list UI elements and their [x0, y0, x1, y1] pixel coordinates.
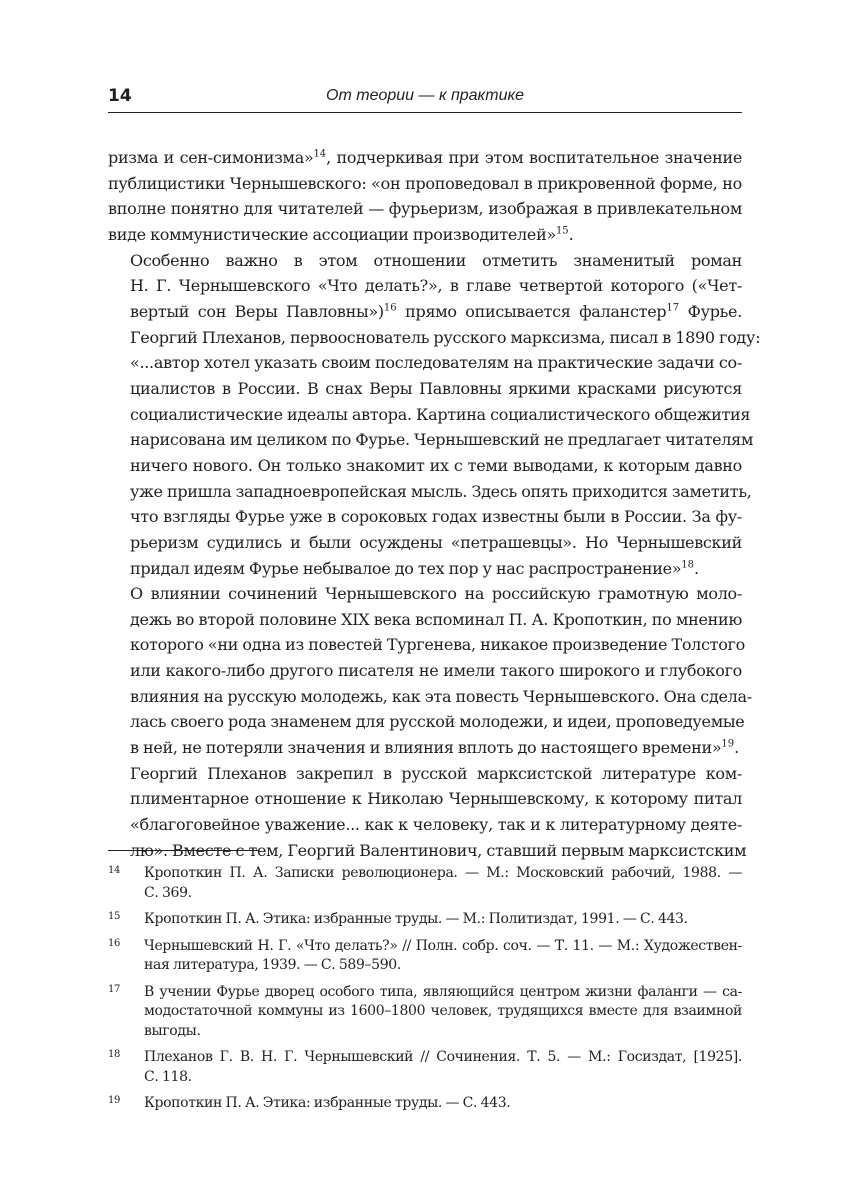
footnote-ref: 17 [666, 302, 680, 314]
paragraph [108, 581, 752, 761]
running-title: От теории — к практике [326, 87, 524, 104]
text-line [108, 530, 742, 556]
text-segment: циалистов в России. В снах Веры Павловны яркими красками рисуются [130, 378, 742, 398]
footnote-number: 15 [108, 911, 121, 922]
text-segment: лю». Вместе с тем, Георгий Валентинович, ставший первым марксистским [130, 840, 747, 860]
footnote-number: 16 [108, 937, 121, 949]
footnote-ref: 18 [681, 559, 695, 571]
text-line [108, 556, 742, 582]
text-segment: которого «ни одна из повестей Тургенева, никакое произведение Толстого [130, 635, 745, 655]
text-segment: Особенно важно в этом отношении отметить знаменитый роман [130, 250, 742, 270]
footnote-number: 18 [108, 1049, 121, 1060]
paragraph [108, 145, 742, 248]
footnotes [108, 864, 742, 1121]
footnote [108, 1048, 742, 1087]
text-segment: в ней, не потеряли значения и влияния вплоть до настоящего времени» [130, 738, 722, 758]
text-line [108, 376, 742, 402]
text-segment: публицистики Чернышевского: «он проповедовал в прикровенной форме, но [108, 173, 742, 193]
text-segment: уже пришла западноевропейская мысль. Здесь опять приходится заметить, [130, 481, 752, 501]
text-line [108, 453, 742, 479]
text-line [108, 658, 742, 684]
footnote-text: С. 369. [144, 884, 192, 901]
text-line [108, 504, 742, 530]
paragraph [108, 248, 761, 582]
text-segment: вполне понятно для читателей — фурьеризм, изображая в привлекательном [108, 199, 742, 219]
footnote-text: модостаточной коммуны из 1600–1800 человек, трудящихся вместе для взаимной [144, 1003, 742, 1019]
footnote [108, 983, 742, 1042]
text-segment: ничего нового. Он только знакомит их с теми выводами, к которым давно [130, 455, 742, 475]
text-segment: ризма и сен-симонизма» [108, 148, 314, 167]
footnote [108, 910, 742, 930]
text-segment: Георгий Плеханов, первооснователь русского марксизма, писал в 1890 году: [130, 327, 761, 347]
text-segment: «...автор хотел указать своим последователям на практические задачи со- [130, 353, 742, 373]
text-line [108, 222, 742, 248]
text-segment: «благоговейное уважение... как к человеку, так и к литературному деяте- [130, 815, 742, 835]
text-segment: что взгляды Фурье уже в сороковых годах известны были в России. За фу- [130, 507, 742, 527]
text-line [108, 248, 742, 274]
footnote-text: С. 118. [144, 1068, 192, 1085]
page-number: 14 [108, 86, 132, 106]
footnote-text: Кропоткин П. А. Этика: избранные труды. — М.: Политиздат, 1991. — С. 443. [144, 911, 688, 927]
text-segment: , подчеркивая при этом воспитательное значение [326, 148, 742, 167]
running-head [108, 84, 742, 113]
footnote-number: 19 [108, 1095, 121, 1106]
text-line [108, 607, 742, 633]
text-segment: вертый сон Веры Павловны») [130, 301, 384, 321]
text-segment: влияния на русскую молодежь, как эта повесть Чернышевского. Она сдела- [130, 686, 752, 706]
text-line [108, 632, 745, 658]
footnote-text: Плеханов Г. В. Н. Г. Чернышевский // Сочинения. Т. 5. — М.: Госиздат, [1925]. [144, 1049, 742, 1065]
text-segment: виде коммунистические ассоциации производителей» [108, 224, 556, 244]
text-line [108, 427, 754, 453]
text-line [108, 786, 742, 812]
text-line [108, 581, 742, 607]
footnote-number: 14 [108, 865, 121, 876]
text-segment: лась своего рода знаменем для русской молодежи, и идеи, проповедуемые [130, 712, 745, 732]
text-line [108, 709, 745, 735]
footnote-text: В учении Фурье дворец особого типа, являющийся центром жизни фаланги — са- [144, 983, 742, 1000]
text-line [108, 735, 742, 761]
footnote-ref: 14 [313, 148, 327, 160]
text-line [108, 812, 742, 838]
footnote [108, 864, 742, 903]
text-segment: Георгий Плеханов закрепил в русской марксистской литературе ком- [130, 763, 742, 783]
footnote-ref: 15 [555, 225, 569, 237]
footnote-separator [108, 850, 258, 851]
footnote-text: Кропоткин П. А. Записки революционера. — М.: Московский рабочий, 1988. — [144, 865, 742, 881]
text-segment: рьеризм судились и были осуждены «петрашевцы». Но Чернышевский [130, 532, 742, 552]
text-line [108, 479, 752, 505]
footnote-ref: 16 [383, 302, 397, 314]
text-segment: . [568, 224, 574, 244]
text-segment: плиментарное отношение к Николаю Чернышевскому, к которому питал [130, 789, 742, 809]
text-segment: Фурье. [679, 301, 742, 321]
text-line [108, 684, 752, 710]
text-segment: . [734, 738, 739, 758]
body-text [108, 145, 761, 863]
text-line [108, 299, 742, 325]
footnote [108, 1094, 742, 1114]
footnote-text: Кропоткин П. А. Этика: избранные труды. — С. 443. [144, 1095, 511, 1111]
text-segment: нарисована им целиком по Фурье. Чернышевский не предлагает читателям [130, 430, 754, 450]
footnote-text: Чернышевский Н. Г. «Что делать?» // Полн. собр. соч. — Т. 11. — М.: Художествен- [144, 937, 742, 954]
text-segment: или какого-либо другого писателя не имели такого широкого и глубокого [130, 661, 742, 681]
text-segment: . [694, 558, 699, 578]
text-line [108, 761, 742, 787]
footnote-ref: 19 [721, 738, 735, 750]
text-segment: дежь во второй половине XIX века вспоминал П. А. Кропоткин, по мнению [130, 609, 742, 629]
footnote [108, 937, 742, 976]
text-line [108, 402, 751, 428]
text-segment: социалистические идеалы автора. Картина социалистического общежития [130, 404, 751, 424]
footnote-number: 17 [108, 983, 121, 995]
footnote-text: выгоды. [144, 1022, 201, 1039]
text-line [108, 325, 761, 351]
text-segment: прямо описывается фаланстер [396, 301, 667, 321]
text-line [108, 273, 742, 299]
text-line [108, 196, 742, 222]
paragraph [108, 761, 747, 864]
text-segment: О влиянии сочинений Чернышевского на российскую грамотную моло- [130, 584, 742, 604]
text-line [108, 145, 742, 171]
text-segment: Н. Г. Чернышевского «Что делать?», в главе четвертой которого («Чет- [130, 276, 742, 296]
text-segment: придал идеям Фурье небывалое до тех пор у нас распространение» [130, 558, 682, 578]
text-line [108, 350, 742, 376]
text-line [108, 171, 742, 197]
footnote-text: ная литература, 1939. — С. 589–590. [144, 957, 401, 973]
